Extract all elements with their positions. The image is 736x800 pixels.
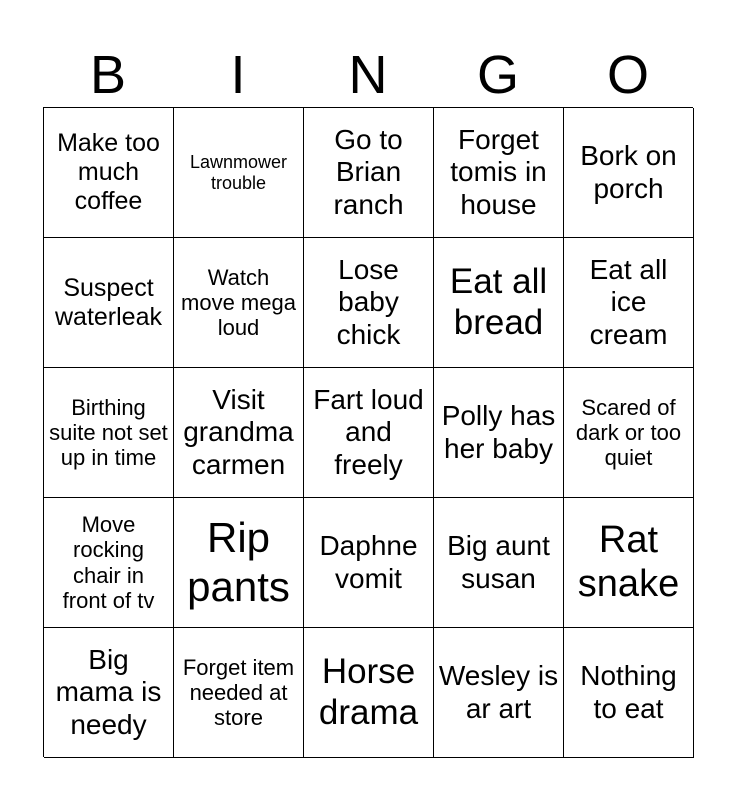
cell-text: Polly has her baby: [441, 400, 556, 464]
bingo-cell[interactable]: [304, 368, 434, 498]
bingo-cell[interactable]: [174, 238, 304, 368]
bingo-cell[interactable]: [434, 238, 564, 368]
cell-text: Make too much coffee: [57, 129, 160, 215]
bingo-cell[interactable]: [174, 628, 304, 758]
cell-text: Wesley is ar art: [438, 660, 559, 724]
header-letter-n: N: [348, 45, 388, 105]
cell-text: Forget tomis in house: [450, 124, 547, 220]
bingo-cell[interactable]: [304, 628, 434, 758]
cell-text: Move rocking chair in front of tv: [62, 511, 155, 613]
bingo-cell[interactable]: [564, 498, 694, 628]
header-letter-b: B: [89, 45, 127, 105]
cell-text: Rip pants: [187, 514, 290, 610]
cell-text: Watch move mega loud: [181, 264, 296, 341]
bingo-cell[interactable]: [564, 108, 694, 238]
cell-text: Big mama is needy: [55, 644, 162, 740]
bingo-cell[interactable]: [434, 628, 564, 758]
header-letter-o: O: [606, 45, 649, 105]
bingo-cell[interactable]: [44, 108, 174, 238]
bingo-cell[interactable]: [44, 628, 174, 758]
bingo-cell[interactable]: [174, 498, 304, 628]
bingo-cell[interactable]: [434, 498, 564, 628]
cell-text: Lose baby chick: [336, 254, 401, 350]
bingo-cell[interactable]: [304, 108, 434, 238]
bingo-header: [43, 44, 693, 106]
cell-text: Eat all bread: [449, 262, 548, 342]
cell-text: Rat snake: [577, 518, 680, 605]
cell-text: Daphne vomit: [319, 530, 418, 594]
header-letter-g: G: [476, 45, 519, 105]
bingo-cell[interactable]: [44, 368, 174, 498]
cell-text: Eat all ice cream: [589, 254, 668, 350]
cell-text: Forget item needed at store: [182, 654, 295, 731]
bingo-cell[interactable]: [564, 368, 694, 498]
bingo-cell[interactable]: [304, 238, 434, 368]
bingo-cell[interactable]: [174, 108, 304, 238]
bingo-cell[interactable]: [174, 368, 304, 498]
cell-text: Lawnmower trouble: [189, 151, 288, 193]
cell-text: Bork on porch: [580, 140, 677, 204]
cell-text: Suspect waterleak: [55, 273, 162, 331]
bingo-cell[interactable]: [564, 628, 694, 758]
bingo-cell[interactable]: [434, 368, 564, 498]
cell-text: Horse drama: [318, 652, 419, 732]
header-letter-i: I: [230, 45, 246, 105]
cell-text: Big aunt susan: [447, 530, 550, 594]
bingo-cell[interactable]: [44, 238, 174, 368]
bingo-cell[interactable]: [564, 238, 694, 368]
cell-text: Visit grandma carmen: [183, 384, 294, 480]
cell-text: Scared of dark or too quiet: [575, 394, 682, 471]
bingo-grid: [43, 107, 693, 757]
bingo-cell[interactable]: [304, 498, 434, 628]
cell-text: Go to Brian ranch: [333, 124, 404, 220]
bingo-cell[interactable]: [44, 498, 174, 628]
cell-text: Birthing suite not set up in time: [49, 394, 168, 471]
cell-text: Fart loud and freely: [313, 384, 424, 480]
bingo-cell[interactable]: [434, 108, 564, 238]
cell-text: Nothing to eat: [580, 660, 677, 724]
